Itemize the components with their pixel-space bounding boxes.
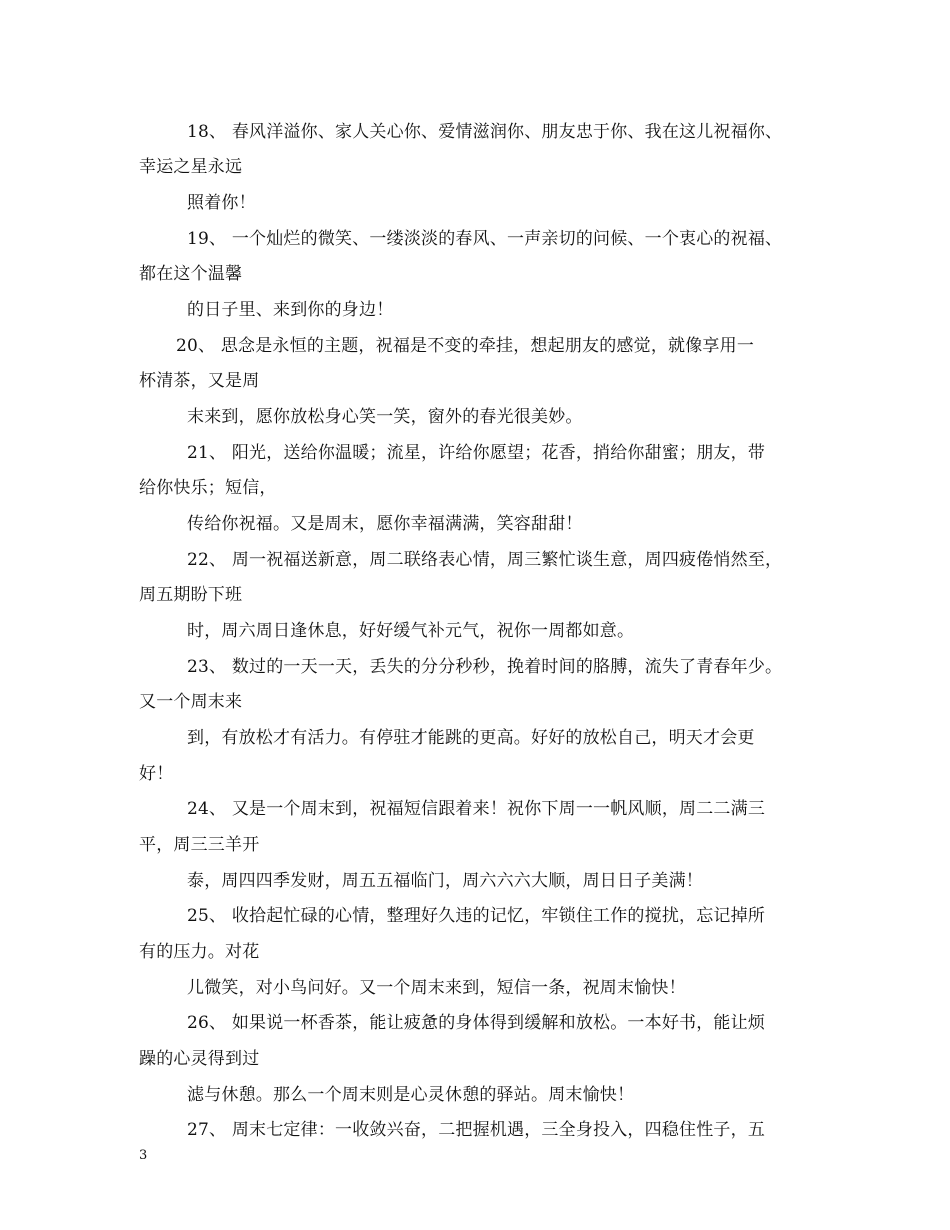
text-line: 21、 阳光，送给你温暖；流星，许给你愿望；花香，捎给你甜蜜；朋友，带 [187,443,766,463]
text-line: 泰，周四四季发财，周五五福临门，周六六六大顺，周日日子美满！ [187,871,703,891]
text-line: 23、 数过的一天一天，丢失的分分秒秒，挽着时间的胳膊，流失了青春年少。 [187,657,783,677]
text-line: 好！ [139,764,174,784]
text-line: 27、 周末七定律：一收敛兴奋，二把握机遇，三全身投入，四稳住性子，五 [187,1120,766,1140]
text-line: 滤与休憩。那么一个周末则是心灵休憩的驿站。周末愉快！ [187,1085,635,1105]
text-line: 照着你！ [187,193,256,213]
text-line: 末来到，愿你放松身心笑一笑，窗外的春光很美妙。 [187,407,583,427]
text-line: 22、 周一祝福送新意，周二联络表心情，周三繁忙谈生意，周四疲倦悄然至， [187,550,783,570]
text-line: 又一个周末来 [139,692,243,712]
text-line: 幸运之星永远 [139,157,243,177]
text-line: 19、 一个灿烂的微笑、一缕淡淡的春风、一声亲切的问候、一个衷心的祝福、 [187,229,783,249]
text-line: 都在这个温馨 [139,264,243,284]
text-line: 到，有放松才有活力。有停驻才能跳的更高。好好的放松自己，明天才会更 [187,728,755,748]
text-line: 时，周六周日逢休息，好好缓气补元气，祝你一周都如意。 [187,621,635,641]
text-line: 杯清茶，又是周 [139,371,260,391]
text-line: 周五期盼下班 [139,585,243,605]
text-line: 给你快乐；短信， [139,478,277,498]
text-line: 的日子里、来到你的身边！ [187,300,394,320]
text-line: 有的压力。对花 [139,942,260,962]
text-line: 平，周三三羊开 [139,835,260,855]
text-line: 24、 又是一个周末到，祝福短信跟着来！祝你下周一一帆风顺，周二二满三 [187,799,766,819]
text-line: 儿微笑，对小鸟问好。又一个周末来到，短信一条，祝周末愉快！ [187,978,686,998]
text-line: 躁的心灵得到过 [139,1049,260,1069]
page-number: 3 [139,1148,148,1163]
text-line: 26、 如果说一杯香茶，能让疲惫的身体得到缓解和放松。一本好书，能让烦 [187,1013,766,1033]
text-line: 18、 春风洋溢你、家人关心你、爱情滋润你、朋友忠于你、我在这儿祝福你、 [187,122,783,142]
text-line: 20、 思念是永恒的主题，祝福是不变的牵挂，想起朋友的感觉，就像享用一 [176,336,755,356]
text-line: 传给你祝福。又是周末，愿你幸福满满，笑容甜甜！ [187,514,583,534]
text-line: 25、 收拾起忙碌的心情，整理好久违的记忆，牢锁住工作的搅扰，忘记掉所 [187,906,766,926]
